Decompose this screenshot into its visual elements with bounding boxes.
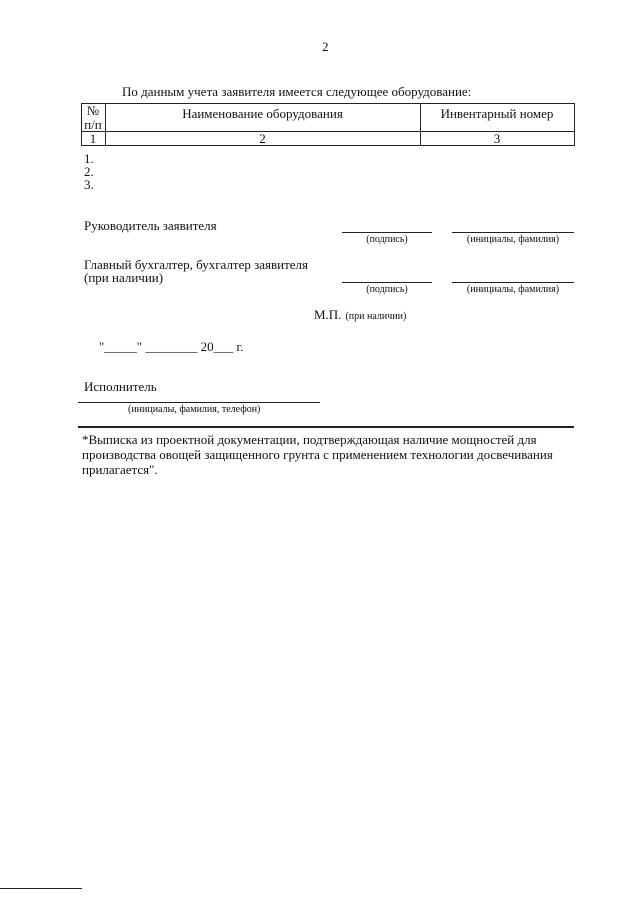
list-item: 1.: [84, 151, 94, 166]
equipment-intro: По данным учета заявителя имеется следующее оборудование:: [122, 84, 472, 99]
head-initials-caption: (инициалы, фамилия): [466, 234, 560, 245]
head-initials-line: [452, 232, 574, 233]
head-label: Руководитель заявителя: [84, 218, 217, 233]
executor-caption: (инициалы, фамилия, телефон): [128, 404, 261, 415]
executor-label: Исполнитель: [84, 379, 157, 394]
accountant-initials-line: [452, 282, 574, 283]
accountant-label-note: (при наличии): [84, 270, 164, 285]
table-header-number: № п/п: [84, 103, 102, 132]
stamp-place: [314, 306, 406, 324]
page-number: 2: [322, 39, 329, 54]
table-numbering-1: 1: [89, 131, 97, 146]
accountant-signature-caption: (подпись): [366, 284, 408, 295]
table-border-right: [574, 103, 575, 146]
table-border-top: [81, 103, 575, 104]
stamp-label: М.П.: [314, 307, 342, 322]
footnote: *Выписка из проектной документации, подтверждающая наличие мощностей для производства овощей защищенного грунта с применением технологии досвечивания прилагается".: [82, 432, 553, 477]
table-numbering-3: 3: [493, 131, 501, 146]
head-signature-caption: (подпись): [366, 234, 408, 245]
list-item: 3.: [84, 177, 94, 192]
footnote-separator: [78, 426, 574, 428]
page-footer-rule: [0, 888, 82, 889]
list-item: 2.: [84, 164, 94, 179]
accountant-label: Главный бухгалтер, бухгалтер заявителя: [84, 257, 309, 272]
stamp-note: (при наличии): [345, 311, 407, 322]
head-signature-line: [342, 232, 432, 233]
accountant-initials-caption: (инициалы, фамилия): [466, 284, 560, 295]
date-line: "_____" ________ 20___ г.: [99, 339, 244, 354]
table-header-name: Наименование оборудования: [182, 106, 343, 121]
table-numbering-2: 2: [259, 131, 266, 146]
table-header-inventory: Инвентарный номер: [440, 106, 554, 121]
accountant-signature-line: [342, 282, 432, 283]
equipment-table: [81, 103, 575, 146]
executor-line: [78, 402, 320, 403]
